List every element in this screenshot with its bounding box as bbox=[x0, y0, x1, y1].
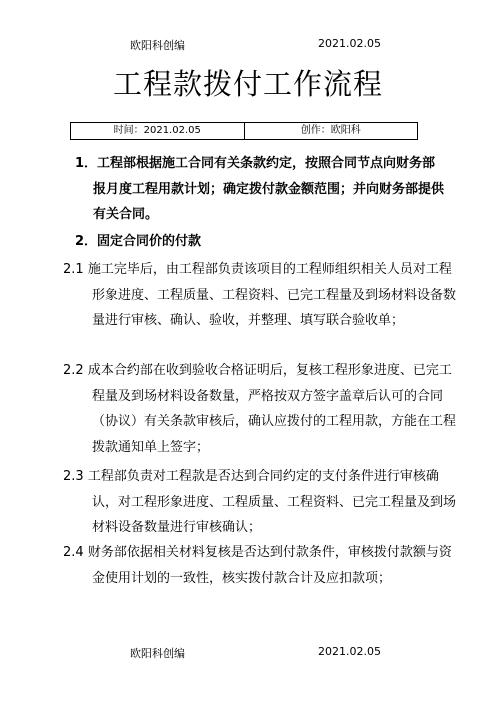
section-2-heading bbox=[73, 229, 448, 255]
footer-author: 欧阳科创编 bbox=[130, 647, 185, 660]
meta-table bbox=[70, 122, 418, 140]
section-2-3 bbox=[63, 464, 457, 541]
meta-author: 创作：欧阳科 bbox=[244, 123, 418, 139]
section-2-2 bbox=[63, 358, 457, 460]
section-text: 工程部负责对工程款是否达到合同约定的支付条件进行审核确认，对工程形象进度、工程质量、工程资料、已完工程量及到场材料设备数量进行审核确认； bbox=[87, 469, 457, 535]
section-1 bbox=[73, 151, 448, 228]
document-title: 工程款拨付工作流程 bbox=[112, 67, 383, 101]
section-text: 施工完毕后，由工程部负责该项目的工程师组织相关人员对工程形象进度、工程质量、工程资料、已完工程量及到场材料设备数量进行审核、确认、验收，并整理、填写联合验收单； bbox=[87, 262, 457, 328]
footer-date: 2021.02.05 bbox=[318, 645, 381, 658]
section-2-4 bbox=[63, 540, 457, 591]
section-2-1 bbox=[63, 257, 457, 334]
section-number: 2.2 bbox=[63, 363, 84, 378]
meta-time: 时间：2021.02.05 bbox=[113, 125, 201, 136]
header-author: 欧阳科创编 bbox=[130, 39, 185, 52]
header-date: 2021.02.05 bbox=[318, 37, 381, 50]
section-number: 2.3 bbox=[63, 469, 84, 484]
section-text: 成本合约部在收到验收合格证明后，复核工程形象进度、已完工程量及到场材料设备数量，严格按双方签字盖章后认可的合同（协议）有关条款审核后，确认应拨付的工程用款，方能在工程拨款通知单上签字； bbox=[87, 363, 457, 455]
section-number: 2.4 bbox=[63, 545, 84, 560]
section-text: 固定合同价的付款 bbox=[97, 234, 202, 249]
section-text: 工程部根据施工合同有关条款约定，按照合同节点向财务部报月度工程用款计划；确定拨付款金额范围；并向财务部提供有关合同。 bbox=[93, 156, 445, 222]
section-text: 财务部依据相关材料复核是否达到付款条件，审核拨付款额与资金使用计划的一致性，核实拨付款合计及应扣款项； bbox=[87, 545, 452, 586]
section-number: 2． bbox=[75, 234, 98, 249]
section-number: 1． bbox=[75, 156, 98, 171]
section-number: 2.1 bbox=[63, 262, 84, 277]
